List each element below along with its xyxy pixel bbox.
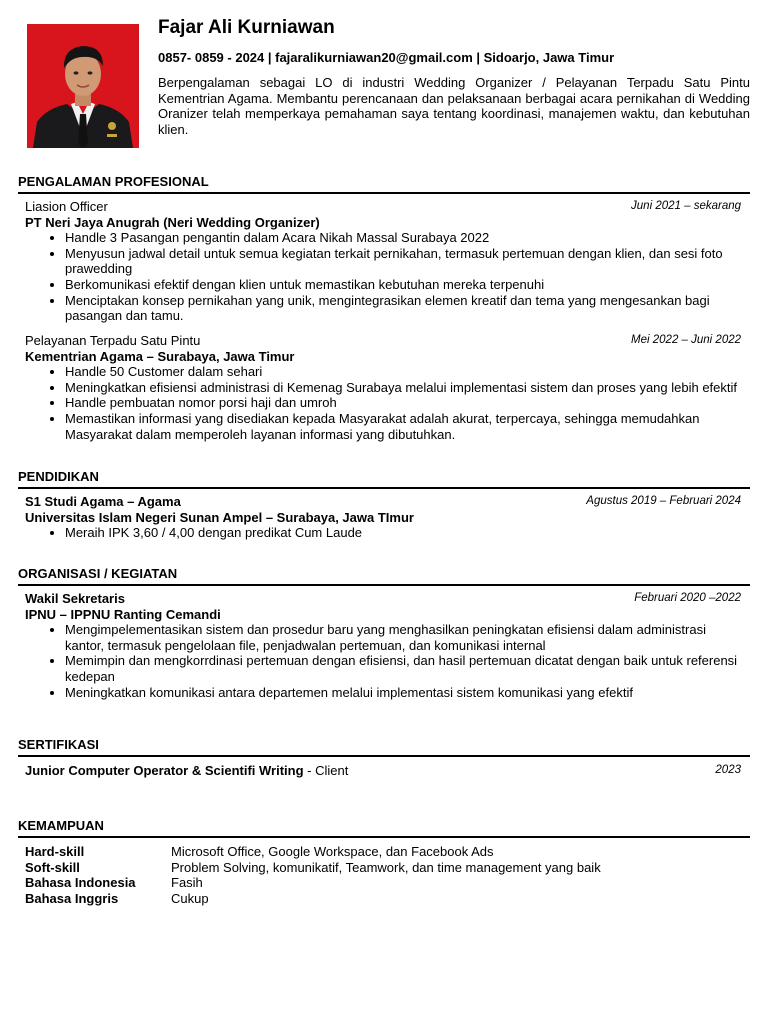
skill-label: Bahasa Indonesia — [25, 875, 136, 891]
job-date: Juni 2021 – sekarang — [631, 200, 741, 212]
profile-photo — [27, 24, 139, 148]
person-portrait-icon — [27, 24, 139, 148]
skill-label: Soft-skill — [25, 859, 80, 875]
skill-value: Problem Solving, komunikatif, Teamwork, dan time management yang baik — [171, 859, 601, 875]
list-item: • Menyusun jadwal detail untuk semua kegiatan terkait pernikahan, termasuk pertemuan dengan klien, dan sesi foto prawedding — [65, 246, 741, 277]
job-date: Mei 2022 – Juni 2022 — [631, 334, 741, 346]
certification-title: Junior Computer Operator & Scientifi Writing — [25, 763, 304, 778]
section-title-organization: ORGANISASI / KEGIATAN — [18, 566, 750, 586]
list-item: • Memimpin dan mengkorrdinasi pertemuan dengan efisiensi, dan hasil pertemuan dicatat dengan baik untuk referensi kedepan — [65, 653, 741, 684]
job-company: Kementrian Agama – Surabaya, Jawa Timur — [25, 348, 295, 364]
list-item: • Meningkatkan komunikasi antara departemen melalui implementasi sistem komunikasi yang efektif — [65, 685, 741, 701]
job-company: PT Neri Jaya Anugrah (Neri Wedding Organizer) — [25, 214, 320, 230]
organization-date: Februari 2020 –2022 — [634, 592, 741, 604]
experience-entry — [25, 333, 741, 442]
list-item: • Handle 3 Pasangan pengantin dalam Acara Nikah Massal Surabaya 2022 — [65, 230, 741, 246]
skill-value: Fasih — [171, 875, 203, 891]
certification-entry — [25, 763, 741, 779]
organization-name: IPNU – IPPNU Ranting Cemandi — [25, 606, 221, 622]
job-bullets — [25, 364, 741, 442]
section-title-certification: SERTIFIKASI — [18, 737, 750, 757]
list-item: • Meraih IPK 3,60 / 4,00 dengan predikat Cum Laude — [65, 525, 741, 541]
job-role: Pelayanan Terpadu Satu Pintu — [25, 333, 201, 348]
education-degree: S1 Studi Agama – Agama — [25, 494, 181, 509]
profile-summary: Berpengalaman sebagai LO di industri Wedding Organizer / Pelayanan Terpadu Satu Pintu Kementrian Agama. Membantu perencanaan dan pelaksanaan berbagai acara pernikahan di Wedding Oranizer telah memperkaya pemahaman saya tentang koordinasi, manajemen waktu, dan kebutuhan klien. — [158, 75, 750, 137]
certification-date: 2023 — [715, 764, 741, 776]
list-item: • Memastikan informasi yang disediakan kepada Masyarakat adalah akurat, terpercaya, sehingga memudahkan Masyarakat dalam memperoleh layanan informasi yang dibutuhkan. — [65, 411, 741, 442]
section-title-skills: KEMAMPUAN — [18, 818, 750, 838]
education-date: Agustus 2019 – Februari 2024 — [586, 495, 741, 507]
list-item: • Berkomunikasi efektif dengan klien untuk memastikan kebutuhan mereka terpenuhi — [65, 277, 741, 293]
section-title-education: PENDIDIKAN — [18, 469, 750, 489]
list-item: • Handle 50 Customer dalam sehari — [65, 364, 741, 380]
section-title-experience: PENGALAMAN PROFESIONAL — [18, 174, 750, 194]
skill-label: Hard-skill — [25, 844, 85, 859]
list-item: • Mengimpelementasikan sistem dan prosedur baru yang menghasilkan peningkatan efisiensi dalam administrasi kantor, termasuk pengelolaan file, penjadwalan pertemuan, dan komunikasi internal — [65, 622, 741, 653]
experience-entry — [25, 199, 741, 324]
contact-info: 0857- 0859 - 2024 | fajaralikurniawan20@gmail.com | Sidoarjo, Jawa Timur — [158, 50, 615, 65]
job-bullets — [25, 230, 741, 324]
organization-role: Wakil Sekretaris — [25, 591, 125, 606]
candidate-name: Fajar Ali Kurniawan — [158, 17, 335, 38]
education-school: Universitas Islam Negeri Sunan Ampel – Surabaya, Jawa TImur — [25, 509, 414, 525]
skills-table — [25, 844, 741, 906]
skill-value: Microsoft Office, Google Workspace, dan Facebook Ads — [171, 844, 494, 859]
resume-header — [158, 16, 750, 137]
skill-value: Cukup — [171, 890, 209, 906]
job-role: Liasion Officer — [25, 199, 108, 214]
organization-entry — [25, 591, 741, 700]
education-entry — [25, 494, 741, 541]
certification-issuer: - Client — [303, 763, 349, 778]
education-bullets — [25, 525, 741, 541]
organization-bullets — [25, 622, 741, 700]
skill-label: Bahasa Inggris — [25, 890, 119, 906]
list-item: • Meningkatkan efisiensi administrasi di Kemenag Surabaya melalui implementasi sistem dan proses yang lebih efektif — [65, 380, 741, 396]
list-item: • Menciptakan konsep pernikahan yang unik, mengintegrasikan elemen kreatif dan tema yang mengesankan bagi pasangan dan tamu. — [65, 293, 741, 324]
list-item: • Handle pembuatan nomor porsi haji dan umroh — [65, 395, 741, 411]
